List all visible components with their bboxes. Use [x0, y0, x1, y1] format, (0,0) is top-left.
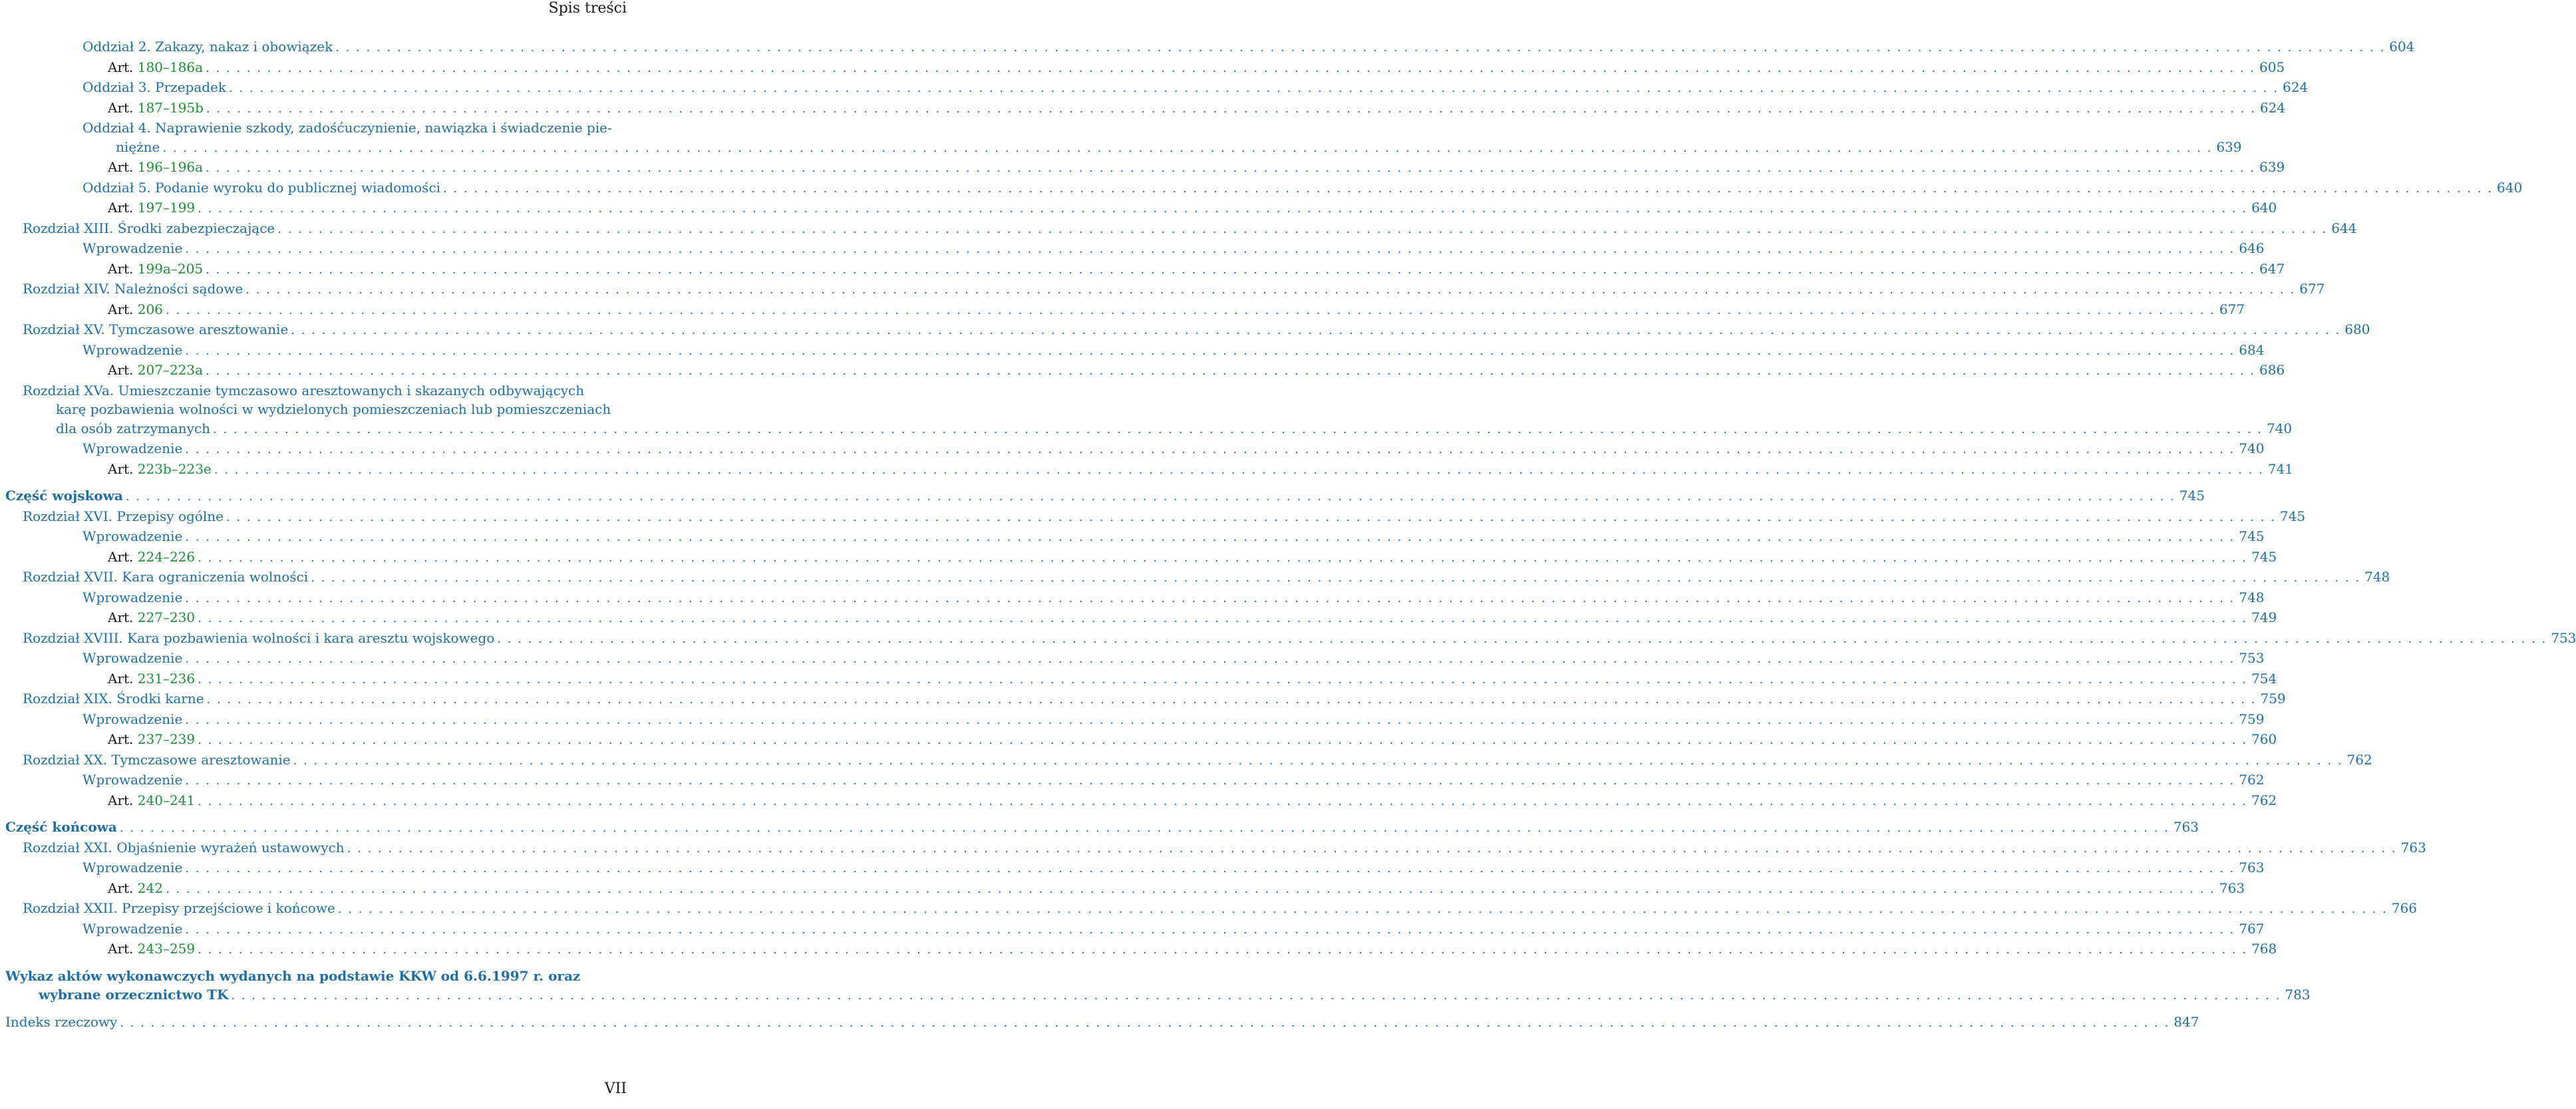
- page-ref: 760: [2251, 731, 2277, 747]
- dot-leader: . . . . . . . . . . . . . . . . . . . . . . . . . . . . . . . . . . . . . . . . . . . . . . . . . . . . . . . . . . . . . . . . . . . . . . . . . . . . . . . . . . . . . . . . . . . . . . . . . . . . . . . . . . . . . . . . . . . . . . . . . . . . . . . . . . . . . . . . . . . . . . . . . . . . . . . . . . . . . . . . . . . . . . . . . . . . . . . . . . . . . . . . . . . . . . . . . . . . . . . .: [185, 652, 2235, 666]
- article-prefix: Art.: [108, 200, 138, 216]
- toc-entry[interactable]: [5, 939, 2277, 960]
- dot-leader: . . . . . . . . . . . . . . . . . . . . . . . . . . . . . . . . . . . . . . . . . . . . . . . . . . . . . . . . . . . . . . . . . . . . . . . . . . . . . . . . . . . . . . . . . . . . . . . . . . . . . . . . . . . . . . . . . . . . . . . . . . . . . . . . . . . . . . . . . . . . . . . . . . . . . . . . . . . . . . . . . . . . . . . . . . . . . . . . . . . . . . . . . . . . . . . . . . . . . . . .: [214, 462, 2264, 477]
- entry-title: Indeks rzeczowy: [5, 1013, 118, 1030]
- page-ref: 740: [2239, 440, 2265, 456]
- entry-title: Oddział 3. Przepadek: [82, 79, 227, 95]
- toc-line: [108, 791, 2277, 812]
- entry-title: Wprowadzenie: [82, 860, 183, 875]
- toc-line: [23, 750, 2372, 771]
- toc-entry[interactable]: [5, 259, 2285, 280]
- article-prefix: Art.: [108, 159, 138, 175]
- page-ref: 740: [2266, 420, 2293, 436]
- dot-leader: . . . . . . . . . . . . . . . . . . . . . . . . . . . . . . . . . . . . . . . . . . . . . . . . . . . . . . . . . . . . . . . . . . . . . . . . . . . . . . . . . . . . . . . . . . . . . . . . . . . . . . . . . . . . . . . . . . . . . . . . . . . . . . . . . . . . . . . . . . . . . . . . . . . . . . . . . . . . . . . . . . . . . . . . . . . . . . . . . . . . . . . . . . . . . . . . . . . . . . . .: [347, 841, 2397, 856]
- toc-line: [23, 567, 2390, 588]
- toc-line: [5, 967, 631, 986]
- toc-entry[interactable]: [5, 629, 2576, 649]
- toc-entry[interactable]: [5, 588, 2265, 609]
- toc-line: [5, 985, 2311, 1006]
- dot-leader: . . . . . . . . . . . . . . . . . . . . . . . . . . . . . . . . . . . . . . . . . . . . . . . . . . . . . . . . . . . . . . . . . . . . . . . . . . . . . . . . . . . . . . . . . . . . . . . . . . . . . . . . . . . . . . . . . . . . . . . . . . . . . . . . . . . . . . . . . . . . . . . . . . . . . . . . . . . . . . . . . . . . . . . . . . . . . . . . . . . . . . . . . . . . . . . . . . . . . . . .: [165, 303, 2215, 317]
- toc-line: [108, 361, 2285, 381]
- entry-title: wybrane orzecznictwo TK: [39, 987, 229, 1003]
- toc-line: [82, 341, 2265, 361]
- toc-line: [82, 858, 2265, 879]
- toc-line: [82, 710, 2265, 730]
- toc-entry[interactable]: [5, 507, 2306, 528]
- entry-title: Rozdział XVII. Kara ograniczenia wolności: [23, 569, 309, 585]
- page-ref: 624: [2282, 79, 2309, 95]
- page-ref: 605: [2259, 59, 2285, 75]
- article-range: [108, 98, 204, 118]
- toc-entry[interactable]: [5, 58, 2285, 79]
- page-ref: 768: [2251, 941, 2277, 957]
- article-number: 237–239: [137, 731, 196, 747]
- toc-line: [82, 588, 2265, 609]
- toc-line: [23, 838, 2426, 859]
- dot-leader: . . . . . . . . . . . . . . . . . . . . . . . . . . . . . . . . . . . . . . . . . . . . . . . . . . . . . . . . . . . . . . . . . . . . . . . . . . . . . . . . . . . . . . . . . . . . . . . . . . . . . . . . . . . . . . . . . . . . . . . . . . . . . . . . . . . . . . . . . . . . . . . . . . . . . . . . . . . . . . . . . . . . . . . . . . . . . . . . . . . . . . . . . . . . . . . . . . . . . . . .: [198, 733, 2248, 747]
- dot-leader: . . . . . . . . . . . . . . . . . . . . . . . . . . . . . . . . . . . . . . . . . . . . . . . . . . . . . . . . . . . . . . . . . . . . . . . . . . . . . . . . . . . . . . . . . . . . . . . . . . . . . . . . . . . . . . . . . . . . . . . . . . . . . . . . . . . . . . . . . . . . . . . . . . . . . . . . . . . . . . . . . . . . . . . . . . . . . . . . . . . . . . . . . . . . . . . . . . . . . . . .: [335, 41, 2386, 55]
- toc-line: [23, 507, 2306, 528]
- dot-leader: . . . . . . . . . . . . . . . . . . . . . . . . . . . . . . . . . . . . . . . . . . . . . . . . . . . . . . . . . . . . . . . . . . . . . . . . . . . . . . . . . . . . . . . . . . . . . . . . . . . . . . . . . . . . . . . . . . . . . . . . . . . . . . . . . . . . . . . . . . . . . . . . . . . . . . . . . . . . . . . . . . . . . . . . . . . . . . . . . . . . . . . . . . . . . . . . . . . . . . . .: [125, 490, 2175, 504]
- toc-line: [23, 381, 631, 400]
- dot-leader: . . . . . . . . . . . . . . . . . . . . . . . . . . . . . . . . . . . . . . . . . . . . . . . . . . . . . . . . . . . . . . . . . . . . . . . . . . . . . . . . . . . . . . . . . . . . . . . . . . . . . . . . . . . . . . . . . . . . . . . . . . . . . . . . . . . . . . . . . . . . . . . . . . . . . . . . . . . . . . . . . . . . . . . . . . . . . . . . . . . . . . . . . . . . . . . . . . . . . . . .: [185, 591, 2235, 605]
- page-ref: 680: [2344, 321, 2370, 337]
- toc-entry[interactable]: [5, 279, 2325, 300]
- dot-leader: . . . . . . . . . . . . . . . . . . . . . . . . . . . . . . . . . . . . . . . . . . . . . . . . . . . . . . . . . . . . . . . . . . . . . . . . . . . . . . . . . . . . . . . . . . . . . . . . . . . . . . . . . . . . . . . . . . . . . . . . . . . . . . . . . . . . . . . . . . . . . . . . . . . . . . . . . . . . . . . . . . . . . . . . . . . . . . . . . . . . . . . . . . . . . . . . . . . . . . . .: [497, 631, 2547, 646]
- article-number: 187–195b: [137, 99, 204, 116]
- dot-leader: . . . . . . . . . . . . . . . . . . . . . . . . . . . . . . . . . . . . . . . . . . . . . . . . . . . . . . . . . . . . . . . . . . . . . . . . . . . . . . . . . . . . . . . . . . . . . . . . . . . . . . . . . . . . . . . . . . . . . . . . . . . . . . . . . . . . . . . . . . . . . . . . . . . . . . . . . . . . . . . . . . . . . . . . . . . . . . . . . . . . . . . . . . . . . . . . . . . . . . . .: [198, 672, 2248, 687]
- toc-entry[interactable]: [5, 770, 2265, 791]
- toc-entry[interactable]: [5, 608, 2277, 629]
- entry-title: Część wojskowa: [5, 488, 123, 504]
- toc-line: [23, 219, 2357, 239]
- toc-entry[interactable]: [5, 689, 2286, 710]
- toc-entry[interactable]: [5, 1013, 2199, 1033]
- dot-leader: . . . . . . . . . . . . . . . . . . . . . . . . . . . . . . . . . . . . . . . . . . . . . . . . . . . . . . . . . . . . . . . . . . . . . . . . . . . . . . . . . . . . . . . . . . . . . . . . . . . . . . . . . . . . . . . . . . . . . . . . . . . . . . . . . . . . . . . . . . . . . . . . . . . . . . . . . . . . . . . . . . . . . . . . . . . . . . . . . . . . . . . . . . . . . . . . . . . . . . . .: [198, 794, 2248, 808]
- entry-title: Część końcowa: [5, 819, 117, 835]
- dot-leader: . . . . . . . . . . . . . . . . . . . . . . . . . . . . . . . . . . . . . . . . . . . . . . . . . . . . . . . . . . . . . . . . . . . . . . . . . . . . . . . . . . . . . . . . . . . . . . . . . . . . . . . . . . . . . . . . . . . . . . . . . . . . . . . . . . . . . . . . . . . . . . . . . . . . . . . . . . . . . . . . . . . . . . . . . . . . . . . . . . . . . . . . . . . . . . . . . . . . . . . .: [206, 364, 2255, 378]
- toc-entry[interactable]: [5, 460, 2293, 480]
- toc-entry[interactable]: [5, 78, 2309, 98]
- page-ref: 759: [2260, 691, 2286, 707]
- toc-entry[interactable]: [5, 669, 2277, 690]
- page-ref: 604: [2389, 39, 2415, 55]
- article-number: 180–186a: [137, 59, 204, 75]
- toc-entry[interactable]: [5, 98, 2286, 119]
- toc-entry[interactable]: [5, 198, 2277, 219]
- entry-title: Wprowadzenie: [82, 528, 183, 544]
- article-prefix: Art.: [108, 792, 138, 808]
- dot-leader: . . . . . . . . . . . . . . . . . . . . . . . . . . . . . . . . . . . . . . . . . . . . . . . . . . . . . . . . . . . . . . . . . . . . . . . . . . . . . . . . . . . . . . . . . . . . . . . . . . . . . . . . . . . . . . . . . . . . . . . . . . . . . . . . . . . . . . . . . . . . . . . . . . . . . . . . . . . . . . . . . . . . . . . . . . . . . . . . . . . . . . . . . . . . . . . . . . . . . . . .: [185, 442, 2235, 456]
- article-range: [108, 669, 195, 689]
- dot-leader: . . . . . . . . . . . . . . . . . . . . . . . . . . . . . . . . . . . . . . . . . . . . . . . . . . . . . . . . . . . . . . . . . . . . . . . . . . . . . . . . . . . . . . . . . . . . . . . . . . . . . . . . . . . . . . . . . . . . . . . . . . . . . . . . . . . . . . . . . . . . . . . . . . . . . . . . . . . . . . . . . . . . . . . . . . . . . . . . . . . . . . . . . . . . . . . . . . . . . . . .: [165, 881, 2215, 896]
- toc-entry[interactable]: [5, 919, 2265, 940]
- entry-title: Rozdział XX. Tymczasowe aresztowanie: [23, 751, 291, 768]
- toc-line: [108, 730, 2277, 750]
- entry-title: Oddział 4. Naprawienie szkody, zadośćuczynienie, nawiązka i świadczenie pie-: [82, 120, 612, 136]
- article-range: [108, 361, 203, 380]
- article-number: 223b–223e: [137, 460, 212, 477]
- toc-line: [23, 320, 2370, 341]
- dot-leader: . . . . . . . . . . . . . . . . . . . . . . . . . . . . . . . . . . . . . . . . . . . . . . . . . . . . . . . . . . . . . . . . . . . . . . . . . . . . . . . . . . . . . . . . . . . . . . . . . . . . . . . . . . . . . . . . . . . . . . . . . . . . . . . . . . . . . . . . . . . . . . . . . . . . . . . . . . . . . . . . . . . . . . . . . . . . . . . . . . . . . . . . . . . . . . . . . . . . . . . .: [198, 943, 2248, 957]
- toc-line: [82, 439, 2265, 460]
- toc-entry[interactable]: [5, 858, 2265, 879]
- dot-leader: . . . . . . . . . . . . . . . . . . . . . . . . . . . . . . . . . . . . . . . . . . . . . . . . . . . . . . . . . . . . . . . . . . . . . . . . . . . . . . . . . . . . . . . . . . . . . . . . . . . . . . . . . . . . . . . . . . . . . . . . . . . . . . . . . . . . . . . . . . . . . . . . . . . . . . . . . . . . . . . . . . . . . . . . . . . . . . . . . . . . . . . . . . . . . . . . . . . . . . . .: [119, 821, 2170, 835]
- section-gap: [5, 1006, 631, 1013]
- toc-entry[interactable]: [5, 37, 2415, 58]
- page-ref: 763: [2400, 839, 2426, 856]
- article-prefix: Art.: [108, 260, 138, 277]
- toc-line: [82, 649, 2265, 669]
- page-ref: 639: [2259, 159, 2285, 175]
- toc-entry[interactable]: [5, 899, 2417, 919]
- dot-leader: . . . . . . . . . . . . . . . . . . . . . . . . . . . . . . . . . . . . . . . . . . . . . . . . . . . . . . . . . . . . . . . . . . . . . . . . . . . . . . . . . . . . . . . . . . . . . . . . . . . . . . . . . . . . . . . . . . . . . . . . . . . . . . . . . . . . . . . . . . . . . . . . . . . . . . . . . . . . . . . . . . . . . . . . . . . . . . . . . . . . . . . . . . . . . . . . . . . . . . . .: [185, 922, 2235, 937]
- dot-leader: . . . . . . . . . . . . . . . . . . . . . . . . . . . . . . . . . . . . . . . . . . . . . . . . . . . . . . . . . . . . . . . . . . . . . . . . . . . . . . . . . . . . . . . . . . . . . . . . . . . . . . . . . . . . . . . . . . . . . . . . . . . . . . . . . . . . . . . . . . . . . . . . . . . . . . . . . . . . . . . . . . . . . . . . . . . . . . . . . . . . . . . . . . . . . . . . . . . . . . . .: [206, 693, 2257, 707]
- toc-line: [108, 460, 2293, 480]
- running-header: Spis treści: [548, 0, 627, 17]
- dot-leader: . . . . . . . . . . . . . . . . . . . . . . . . . . . . . . . . . . . . . . . . . . . . . . . . . . . . . . . . . . . . . . . . . . . . . . . . . . . . . . . . . . . . . . . . . . . . . . . . . . . . . . . . . . . . . . . . . . . . . . . . . . . . . . . . . . . . . . . . . . . . . . . . . . . . . . . . . . . . . . . . . . . . . . . . . . . . . . . . . . . . . . . . . . . . . . . . . . . . . . . .: [291, 323, 2341, 337]
- page-ref: 762: [2346, 751, 2372, 768]
- page-ref: 677: [2219, 301, 2245, 317]
- page-ref: 762: [2239, 772, 2265, 788]
- dot-leader: . . . . . . . . . . . . . . . . . . . . . . . . . . . . . . . . . . . . . . . . . . . . . . . . . . . . . . . . . . . . . . . . . . . . . . . . . . . . . . . . . . . . . . . . . . . . . . . . . . . . . . . . . . . . . . . . . . . . . . . . . . . . . . . . . . . . . . . . . . . . . . . . . . . . . . . . . . . . . . . . . . . . . . . . . . . . . . . . . . . . . . . . . . . . . . . . . . . . . . . .: [213, 422, 2263, 436]
- dot-leader: . . . . . . . . . . . . . . . . . . . . . . . . . . . . . . . . . . . . . . . . . . . . . . . . . . . . . . . . . . . . . . . . . . . . . . . . . . . . . . . . . . . . . . . . . . . . . . . . . . . . . . . . . . . . . . . . . . . . . . . . . . . . . . . . . . . . . . . . . . . . . . . . . . . . . . . . . . . . . . . . . . . . . . . . . . . . . . . . . . . . . . . . . . . . . . . . . . . . . . . .: [162, 140, 2213, 155]
- page-ref: 783: [2285, 987, 2311, 1003]
- page-ref: 748: [2239, 589, 2265, 605]
- toc-entry[interactable]: [5, 967, 2311, 1006]
- page-ref: 741: [2267, 460, 2293, 477]
- toc-line: [23, 689, 2286, 710]
- toc-entry[interactable]: [5, 178, 2523, 199]
- toc-entry[interactable]: [5, 838, 2426, 859]
- page-ref: 677: [2299, 281, 2325, 297]
- toc-line: [5, 486, 2205, 507]
- entry-title: Wprowadzenie: [82, 341, 183, 358]
- entry-title: Oddział 5. Podanie wyroku do publicznej wiadomości: [82, 179, 441, 196]
- article-range: [108, 548, 195, 567]
- entry-title: Rozdział XXII. Przepisy przejściowe i końcowe: [23, 900, 335, 916]
- dot-leader: . . . . . . . . . . . . . . . . . . . . . . . . . . . . . . . . . . . . . . . . . . . . . . . . . . . . . . . . . . . . . . . . . . . . . . . . . . . . . . . . . . . . . . . . . . . . . . . . . . . . . . . . . . . . . . . . . . . . . . . . . . . . . . . . . . . . . . . . . . . . . . . . . . . . . . . . . . . . . . . . . . . . . . . . . . . . . . . . . . . . . . . . . . . . . . . . . . . . . . . .: [206, 101, 2256, 116]
- page-ref: 763: [2173, 819, 2199, 835]
- toc-entry[interactable]: [5, 381, 2293, 440]
- article-range: [108, 58, 203, 77]
- page-ref: 640: [2251, 200, 2277, 216]
- article-number: 231–236: [137, 670, 196, 687]
- toc-line: [108, 879, 2245, 899]
- toc-line: [108, 939, 2277, 960]
- page-ref: 647: [2259, 260, 2285, 277]
- section-gap: [5, 480, 631, 486]
- toc-entry[interactable]: [5, 118, 2242, 158]
- dot-leader: . . . . . . . . . . . . . . . . . . . . . . . . . . . . . . . . . . . . . . . . . . . . . . . . . . . . . . . . . . . . . . . . . . . . . . . . . . . . . . . . . . . . . . . . . . . . . . . . . . . . . . . . . . . . . . . . . . . . . . . . . . . . . . . . . . . . . . . . . . . . . . . . . . . . . . . . . . . . . . . . . . . . . . . . . . . . . . . . . . . . . . . . . . . . . . . . . . . . . . . .: [185, 530, 2235, 544]
- article-prefix: Art.: [108, 879, 138, 896]
- entry-title: Wykaz aktów wykonawczych wydanych na podstawie KKW od 6.6.1997 r. oraz: [5, 967, 581, 984]
- page-ref: 745: [2179, 488, 2205, 504]
- page-ref: 639: [2216, 138, 2242, 155]
- toc-line: [23, 400, 631, 419]
- article-range: [108, 939, 195, 959]
- entry-title: Rozdział XIII. Środki zabezpieczające: [23, 220, 275, 236]
- article-number: 243–259: [137, 941, 196, 957]
- entry-title: Rozdział XVIII. Kara pozbawienia wolności i kara aresztu wojskowego: [23, 629, 495, 646]
- dot-leader: . . . . . . . . . . . . . . . . . . . . . . . . . . . . . . . . . . . . . . . . . . . . . . . . . . . . . . . . . . . . . . . . . . . . . . . . . . . . . . . . . . . . . . . . . . . . . . . . . . . . . . . . . . . . . . . . . . . . . . . . . . . . . . . . . . . . . . . . . . . . . . . . . . . . . . . . . . . . . . . . . . . . . . . . . . . . . . . . . . . . . . . . . . . . . . . . . . . . . . . .: [206, 61, 2255, 75]
- page-ref: 767: [2239, 920, 2265, 937]
- article-prefix: Art.: [108, 548, 138, 565]
- toc-entry[interactable]: [5, 548, 2277, 568]
- page-ref: 640: [2497, 179, 2523, 196]
- dot-leader: . . . . . . . . . . . . . . . . . . . . . . . . . . . . . . . . . . . . . . . . . . . . . . . . . . . . . . . . . . . . . . . . . . . . . . . . . . . . . . . . . . . . . . . . . . . . . . . . . . . . . . . . . . . . . . . . . . . . . . . . . . . . . . . . . . . . . . . . . . . . . . . . . . . . . . . . . . . . . . . . . . . . . . . . . . . . . . . . . . . . . . . . . . . . . . . . . . . . . . . .: [229, 81, 2279, 95]
- toc-entry[interactable]: [5, 341, 2265, 361]
- article-number: 227–230: [137, 609, 196, 625]
- dot-leader: . . . . . . . . . . . . . . . . . . . . . . . . . . . . . . . . . . . . . . . . . . . . . . . . . . . . . . . . . . . . . . . . . . . . . . . . . . . . . . . . . . . . . . . . . . . . . . . . . . . . . . . . . . . . . . . . . . . . . . . . . . . . . . . . . . . . . . . . . . . . . . . . . . . . . . . . . . . . . . . . . . . . . . . . . . . . . . . . . . . . . . . . . . . . . . . . . . . . . . . .: [185, 343, 2235, 358]
- entry-title: Wprowadzenie: [82, 920, 183, 937]
- dot-leader: . . . . . . . . . . . . . . . . . . . . . . . . . . . . . . . . . . . . . . . . . . . . . . . . . . . . . . . . . . . . . . . . . . . . . . . . . . . . . . . . . . . . . . . . . . . . . . . . . . . . . . . . . . . . . . . . . . . . . . . . . . . . . . . . . . . . . . . . . . . . . . . . . . . . . . . . . . . . . . . . . . . . . . . . . . . . . . . . . . . . . . . . . . . . . . . . . . . . . . . .: [185, 242, 2235, 256]
- page-ref: 624: [2259, 99, 2286, 116]
- page-ref: 847: [2174, 1013, 2199, 1030]
- toc-line: [23, 279, 2325, 300]
- toc-line: [108, 158, 2285, 178]
- page-ref: 766: [2391, 900, 2417, 916]
- toc-line: [108, 608, 2277, 629]
- entry-title: Wprowadzenie: [82, 772, 183, 788]
- toc-line: [82, 118, 631, 138]
- toc-entry[interactable]: [5, 710, 2265, 730]
- article-prefix: Art.: [108, 59, 138, 75]
- page-ref: 745: [2239, 528, 2265, 544]
- article-range: [108, 608, 195, 627]
- article-number: 242: [137, 879, 163, 896]
- toc-entry[interactable]: [5, 818, 2199, 838]
- section-gap: [5, 811, 631, 818]
- article-number: 224–226: [137, 548, 196, 565]
- dot-leader: . . . . . . . . . . . . . . . . . . . . . . . . . . . . . . . . . . . . . . . . . . . . . . . . . . . . . . . . . . . . . . . . . . . . . . . . . . . . . . . . . . . . . . . . . . . . . . . . . . . . . . . . . . . . . . . . . . . . . . . . . . . . . . . . . . . . . . . . . . . . . . . . . . . . . . . . . . . . . . . . . . . . . . . . . . . . . . . . . . . . . . . . . . . . . . . . . . . . . . . .: [120, 1015, 2170, 1030]
- toc-entry[interactable]: [5, 649, 2265, 669]
- article-prefix: Art.: [108, 460, 138, 477]
- dot-leader: . . . . . . . . . . . . . . . . . . . . . . . . . . . . . . . . . . . . . . . . . . . . . . . . . . . . . . . . . . . . . . . . . . . . . . . . . . . . . . . . . . . . . . . . . . . . . . . . . . . . . . . . . . . . . . . . . . . . . . . . . . . . . . . . . . . . . . . . . . . . . . . . . . . . . . . . . . . . . . . . . . . . . . . . . . . . . . . . . . . . . . . . . . . . . . . . . . . . . . . .: [185, 774, 2235, 788]
- article-number: 207–223a: [137, 362, 204, 378]
- toc-line: [82, 527, 2265, 548]
- entry-title: Rozdział XIX. Środki karne: [23, 691, 204, 707]
- page-number: VII: [604, 1080, 627, 1097]
- article-range: [108, 259, 203, 279]
- toc-entry[interactable]: [5, 300, 2245, 321]
- toc-line: [5, 1013, 2199, 1033]
- entry-title: Wprowadzenie: [82, 240, 183, 256]
- article-prefix: Art.: [108, 99, 138, 116]
- article-prefix: Art.: [108, 609, 138, 625]
- page-ref: 763: [2219, 879, 2245, 896]
- article-prefix: Art.: [108, 301, 138, 317]
- entry-title: Wprowadzenie: [82, 589, 183, 605]
- dot-leader: . . . . . . . . . . . . . . . . . . . . . . . . . . . . . . . . . . . . . . . . . . . . . . . . . . . . . . . . . . . . . . . . . . . . . . . . . . . . . . . . . . . . . . . . . . . . . . . . . . . . . . . . . . . . . . . . . . . . . . . . . . . . . . . . . . . . . . . . . . . . . . . . . . . . . . . . . . . . . . . . . . . . . . . . . . . . . . . . . . . . . . . . . . . . . . . . . . . . . . . .: [443, 181, 2493, 196]
- page-ref: 684: [2239, 341, 2265, 358]
- toc-line: [82, 138, 2242, 158]
- toc-line: [108, 300, 2245, 321]
- article-range: [108, 879, 163, 898]
- page-ref: 762: [2251, 792, 2277, 808]
- dot-leader: . . . . . . . . . . . . . . . . . . . . . . . . . . . . . . . . . . . . . . . . . . . . . . . . . . . . . . . . . . . . . . . . . . . . . . . . . . . . . . . . . . . . . . . . . . . . . . . . . . . . . . . . . . . . . . . . . . . . . . . . . . . . . . . . . . . . . . . . . . . . . . . . . . . . . . . . . . . . . . . . . . . . . . . . . . . . . . . . . . . . . . . . . . . . . . . . . . . . . . . .: [198, 550, 2248, 565]
- toc-line: [108, 259, 2285, 280]
- article-range: [108, 300, 163, 319]
- entry-title: Rozdział XVa. Umieszczanie tymczasowo aresztowanych i skazanych odbywających: [23, 382, 585, 398]
- toc-line: [23, 899, 2417, 919]
- entry-title: niężne: [116, 138, 160, 155]
- entry-title: Wprowadzenie: [82, 440, 183, 456]
- page-ref: 644: [2331, 220, 2357, 236]
- toc-entry[interactable]: [5, 486, 2205, 507]
- table-of-contents: [5, 37, 2576, 1032]
- page-ref: 745: [2251, 548, 2277, 565]
- article-prefix: Art.: [108, 362, 138, 378]
- entry-title: karę pozbawienia wolności w wydzielonych pomieszczeniach lub pomieszczeniach: [56, 401, 611, 417]
- toc-entry[interactable]: [5, 219, 2357, 239]
- toc-entry[interactable]: [5, 791, 2277, 812]
- page-ref: 754: [2251, 670, 2277, 687]
- dot-leader: . . . . . . . . . . . . . . . . . . . . . . . . . . . . . . . . . . . . . . . . . . . . . . . . . . . . . . . . . . . . . . . . . . . . . . . . . . . . . . . . . . . . . . . . . . . . . . . . . . . . . . . . . . . . . . . . . . . . . . . . . . . . . . . . . . . . . . . . . . . . . . . . . . . . . . . . . . . . . . . . . . . . . . . . . . . . . . . . . . . . . . . . . . . . . . . . . . . . . . . .: [231, 989, 2281, 1003]
- dot-leader: . . . . . . . . . . . . . . . . . . . . . . . . . . . . . . . . . . . . . . . . . . . . . . . . . . . . . . . . . . . . . . . . . . . . . . . . . . . . . . . . . . . . . . . . . . . . . . . . . . . . . . . . . . . . . . . . . . . . . . . . . . . . . . . . . . . . . . . . . . . . . . . . . . . . . . . . . . . . . . . . . . . . . . . . . . . . . . . . . . . . . . . . . . . . . . . . . . . . . . . .: [206, 161, 2255, 175]
- article-number: 199a–205: [137, 260, 204, 277]
- toc-line: [82, 239, 2265, 259]
- toc-entry[interactable]: [5, 439, 2265, 460]
- toc-line: [108, 98, 2286, 119]
- article-range: [108, 730, 195, 749]
- page-ref: 759: [2239, 711, 2265, 727]
- article-prefix: Art.: [108, 670, 138, 687]
- entry-title: dla osób zatrzymanych: [56, 420, 211, 436]
- article-number: 240–241: [137, 792, 196, 808]
- toc-entry[interactable]: [5, 750, 2372, 771]
- toc-entry[interactable]: [5, 567, 2390, 588]
- article-number: 196–196a: [137, 159, 204, 175]
- entry-title: Wprowadzenie: [82, 711, 183, 727]
- page-ref: 646: [2239, 240, 2265, 256]
- article-range: [108, 158, 203, 177]
- page-ref: 745: [2279, 508, 2306, 524]
- dot-leader: . . . . . . . . . . . . . . . . . . . . . . . . . . . . . . . . . . . . . . . . . . . . . . . . . . . . . . . . . . . . . . . . . . . . . . . . . . . . . . . . . . . . . . . . . . . . . . . . . . . . . . . . . . . . . . . . . . . . . . . . . . . . . . . . . . . . . . . . . . . . . . . . . . . . . . . . . . . . . . . . . . . . . . . . . . . . . . . . . . . . . . . . . . . . . . . . . . . . . . . .: [245, 283, 2296, 297]
- dot-leader: . . . . . . . . . . . . . . . . . . . . . . . . . . . . . . . . . . . . . . . . . . . . . . . . . . . . . . . . . . . . . . . . . . . . . . . . . . . . . . . . . . . . . . . . . . . . . . . . . . . . . . . . . . . . . . . . . . . . . . . . . . . . . . . . . . . . . . . . . . . . . . . . . . . . . . . . . . . . . . . . . . . . . . . . . . . . . . . . . . . . . . . . . . . . . . . . . . . . . . . .: [198, 202, 2248, 216]
- article-prefix: Art.: [108, 731, 138, 747]
- toc-entry[interactable]: [5, 158, 2285, 178]
- page-ref: 753: [2239, 650, 2265, 666]
- page-ref: 686: [2259, 362, 2285, 378]
- toc-line: [82, 78, 2309, 98]
- toc-line: [82, 919, 2265, 940]
- entry-title: Rozdział XV. Tymczasowe aresztowanie: [23, 321, 289, 337]
- page-ref: 753: [2551, 629, 2576, 646]
- toc-line: [108, 548, 2277, 568]
- dot-leader: . . . . . . . . . . . . . . . . . . . . . . . . . . . . . . . . . . . . . . . . . . . . . . . . . . . . . . . . . . . . . . . . . . . . . . . . . . . . . . . . . . . . . . . . . . . . . . . . . . . . . . . . . . . . . . . . . . . . . . . . . . . . . . . . . . . . . . . . . . . . . . . . . . . . . . . . . . . . . . . . . . . . . . . . . . . . . . . . . . . . . . . . . . . . . . . . . . . . . . . .: [337, 902, 2388, 916]
- section-gap: [5, 960, 631, 967]
- toc-line: [82, 178, 2523, 199]
- toc-line: [108, 198, 2277, 219]
- entry-title: Wprowadzenie: [82, 650, 183, 666]
- entry-title: Rozdział XIV. Należności sądowe: [23, 281, 243, 297]
- dot-leader: . . . . . . . . . . . . . . . . . . . . . . . . . . . . . . . . . . . . . . . . . . . . . . . . . . . . . . . . . . . . . . . . . . . . . . . . . . . . . . . . . . . . . . . . . . . . . . . . . . . . . . . . . . . . . . . . . . . . . . . . . . . . . . . . . . . . . . . . . . . . . . . . . . . . . . . . . . . . . . . . . . . . . . . . . . . . . . . . . . . . . . . . . . . . . . . . . . . . . . . .: [311, 571, 2361, 585]
- page-ref: 763: [2239, 860, 2265, 875]
- toc-line: [108, 58, 2285, 79]
- dot-leader: . . . . . . . . . . . . . . . . . . . . . . . . . . . . . . . . . . . . . . . . . . . . . . . . . . . . . . . . . . . . . . . . . . . . . . . . . . . . . . . . . . . . . . . . . . . . . . . . . . . . . . . . . . . . . . . . . . . . . . . . . . . . . . . . . . . . . . . . . . . . . . . . . . . . . . . . . . . . . . . . . . . . . . . . . . . . . . . . . . . . . . . . . . . . . . . . . . . . . . . .: [206, 262, 2255, 277]
- entry-title: Oddział 2. Zakazy, nakaz i obowiązek: [82, 39, 333, 55]
- toc-line: [5, 818, 2199, 838]
- article-range: [108, 791, 195, 810]
- article-range: [108, 198, 195, 218]
- article-number: 206: [137, 301, 163, 317]
- toc-line: [23, 629, 2576, 649]
- toc-line: [82, 770, 2265, 791]
- toc-line: [82, 37, 2415, 58]
- article-range: [108, 460, 212, 479]
- dot-leader: . . . . . . . . . . . . . . . . . . . . . . . . . . . . . . . . . . . . . . . . . . . . . . . . . . . . . . . . . . . . . . . . . . . . . . . . . . . . . . . . . . . . . . . . . . . . . . . . . . . . . . . . . . . . . . . . . . . . . . . . . . . . . . . . . . . . . . . . . . . . . . . . . . . . . . . . . . . . . . . . . . . . . . . . . . . . . . . . . . . . . . . . . . . . . . . . . . . . . . . .: [277, 222, 2328, 236]
- toc-entry[interactable]: [5, 320, 2370, 341]
- toc-entry[interactable]: [5, 879, 2245, 899]
- dot-leader: . . . . . . . . . . . . . . . . . . . . . . . . . . . . . . . . . . . . . . . . . . . . . . . . . . . . . . . . . . . . . . . . . . . . . . . . . . . . . . . . . . . . . . . . . . . . . . . . . . . . . . . . . . . . . . . . . . . . . . . . . . . . . . . . . . . . . . . . . . . . . . . . . . . . . . . . . . . . . . . . . . . . . . . . . . . . . . . . . . . . . . . . . . . . . . . . . . . . . . . .: [293, 753, 2343, 768]
- article-number: 197–199: [137, 200, 196, 216]
- dot-leader: . . . . . . . . . . . . . . . . . . . . . . . . . . . . . . . . . . . . . . . . . . . . . . . . . . . . . . . . . . . . . . . . . . . . . . . . . . . . . . . . . . . . . . . . . . . . . . . . . . . . . . . . . . . . . . . . . . . . . . . . . . . . . . . . . . . . . . . . . . . . . . . . . . . . . . . . . . . . . . . . . . . . . . . . . . . . . . . . . . . . . . . . . . . . . . . . . . . . . . . .: [226, 510, 2276, 524]
- toc-line: [108, 669, 2277, 690]
- entry-title: Rozdział XVI. Przepisy ogólne: [23, 508, 224, 524]
- toc-entry[interactable]: [5, 361, 2285, 381]
- toc-entry[interactable]: [5, 239, 2265, 259]
- dot-leader: . . . . . . . . . . . . . . . . . . . . . . . . . . . . . . . . . . . . . . . . . . . . . . . . . . . . . . . . . . . . . . . . . . . . . . . . . . . . . . . . . . . . . . . . . . . . . . . . . . . . . . . . . . . . . . . . . . . . . . . . . . . . . . . . . . . . . . . . . . . . . . . . . . . . . . . . . . . . . . . . . . . . . . . . . . . . . . . . . . . . . . . . . . . . . . . . . . . . . . . .: [198, 611, 2248, 625]
- dot-leader: . . . . . . . . . . . . . . . . . . . . . . . . . . . . . . . . . . . . . . . . . . . . . . . . . . . . . . . . . . . . . . . . . . . . . . . . . . . . . . . . . . . . . . . . . . . . . . . . . . . . . . . . . . . . . . . . . . . . . . . . . . . . . . . . . . . . . . . . . . . . . . . . . . . . . . . . . . . . . . . . . . . . . . . . . . . . . . . . . . . . . . . . . . . . . . . . . . . . . . . .: [185, 713, 2235, 727]
- toc-entry[interactable]: [5, 527, 2265, 548]
- dot-leader: . . . . . . . . . . . . . . . . . . . . . . . . . . . . . . . . . . . . . . . . . . . . . . . . . . . . . . . . . . . . . . . . . . . . . . . . . . . . . . . . . . . . . . . . . . . . . . . . . . . . . . . . . . . . . . . . . . . . . . . . . . . . . . . . . . . . . . . . . . . . . . . . . . . . . . . . . . . . . . . . . . . . . . . . . . . . . . . . . . . . . . . . . . . . . . . . . . . . . . . .: [185, 862, 2235, 875]
- page-ref: 748: [2364, 569, 2390, 585]
- article-prefix: Art.: [108, 941, 138, 957]
- toc-entry[interactable]: [5, 730, 2277, 750]
- page-ref: 749: [2251, 609, 2277, 625]
- entry-title: Rozdział XXI. Objaśnienie wyrażeń ustawowych: [23, 839, 345, 856]
- toc-line: [23, 419, 2293, 440]
